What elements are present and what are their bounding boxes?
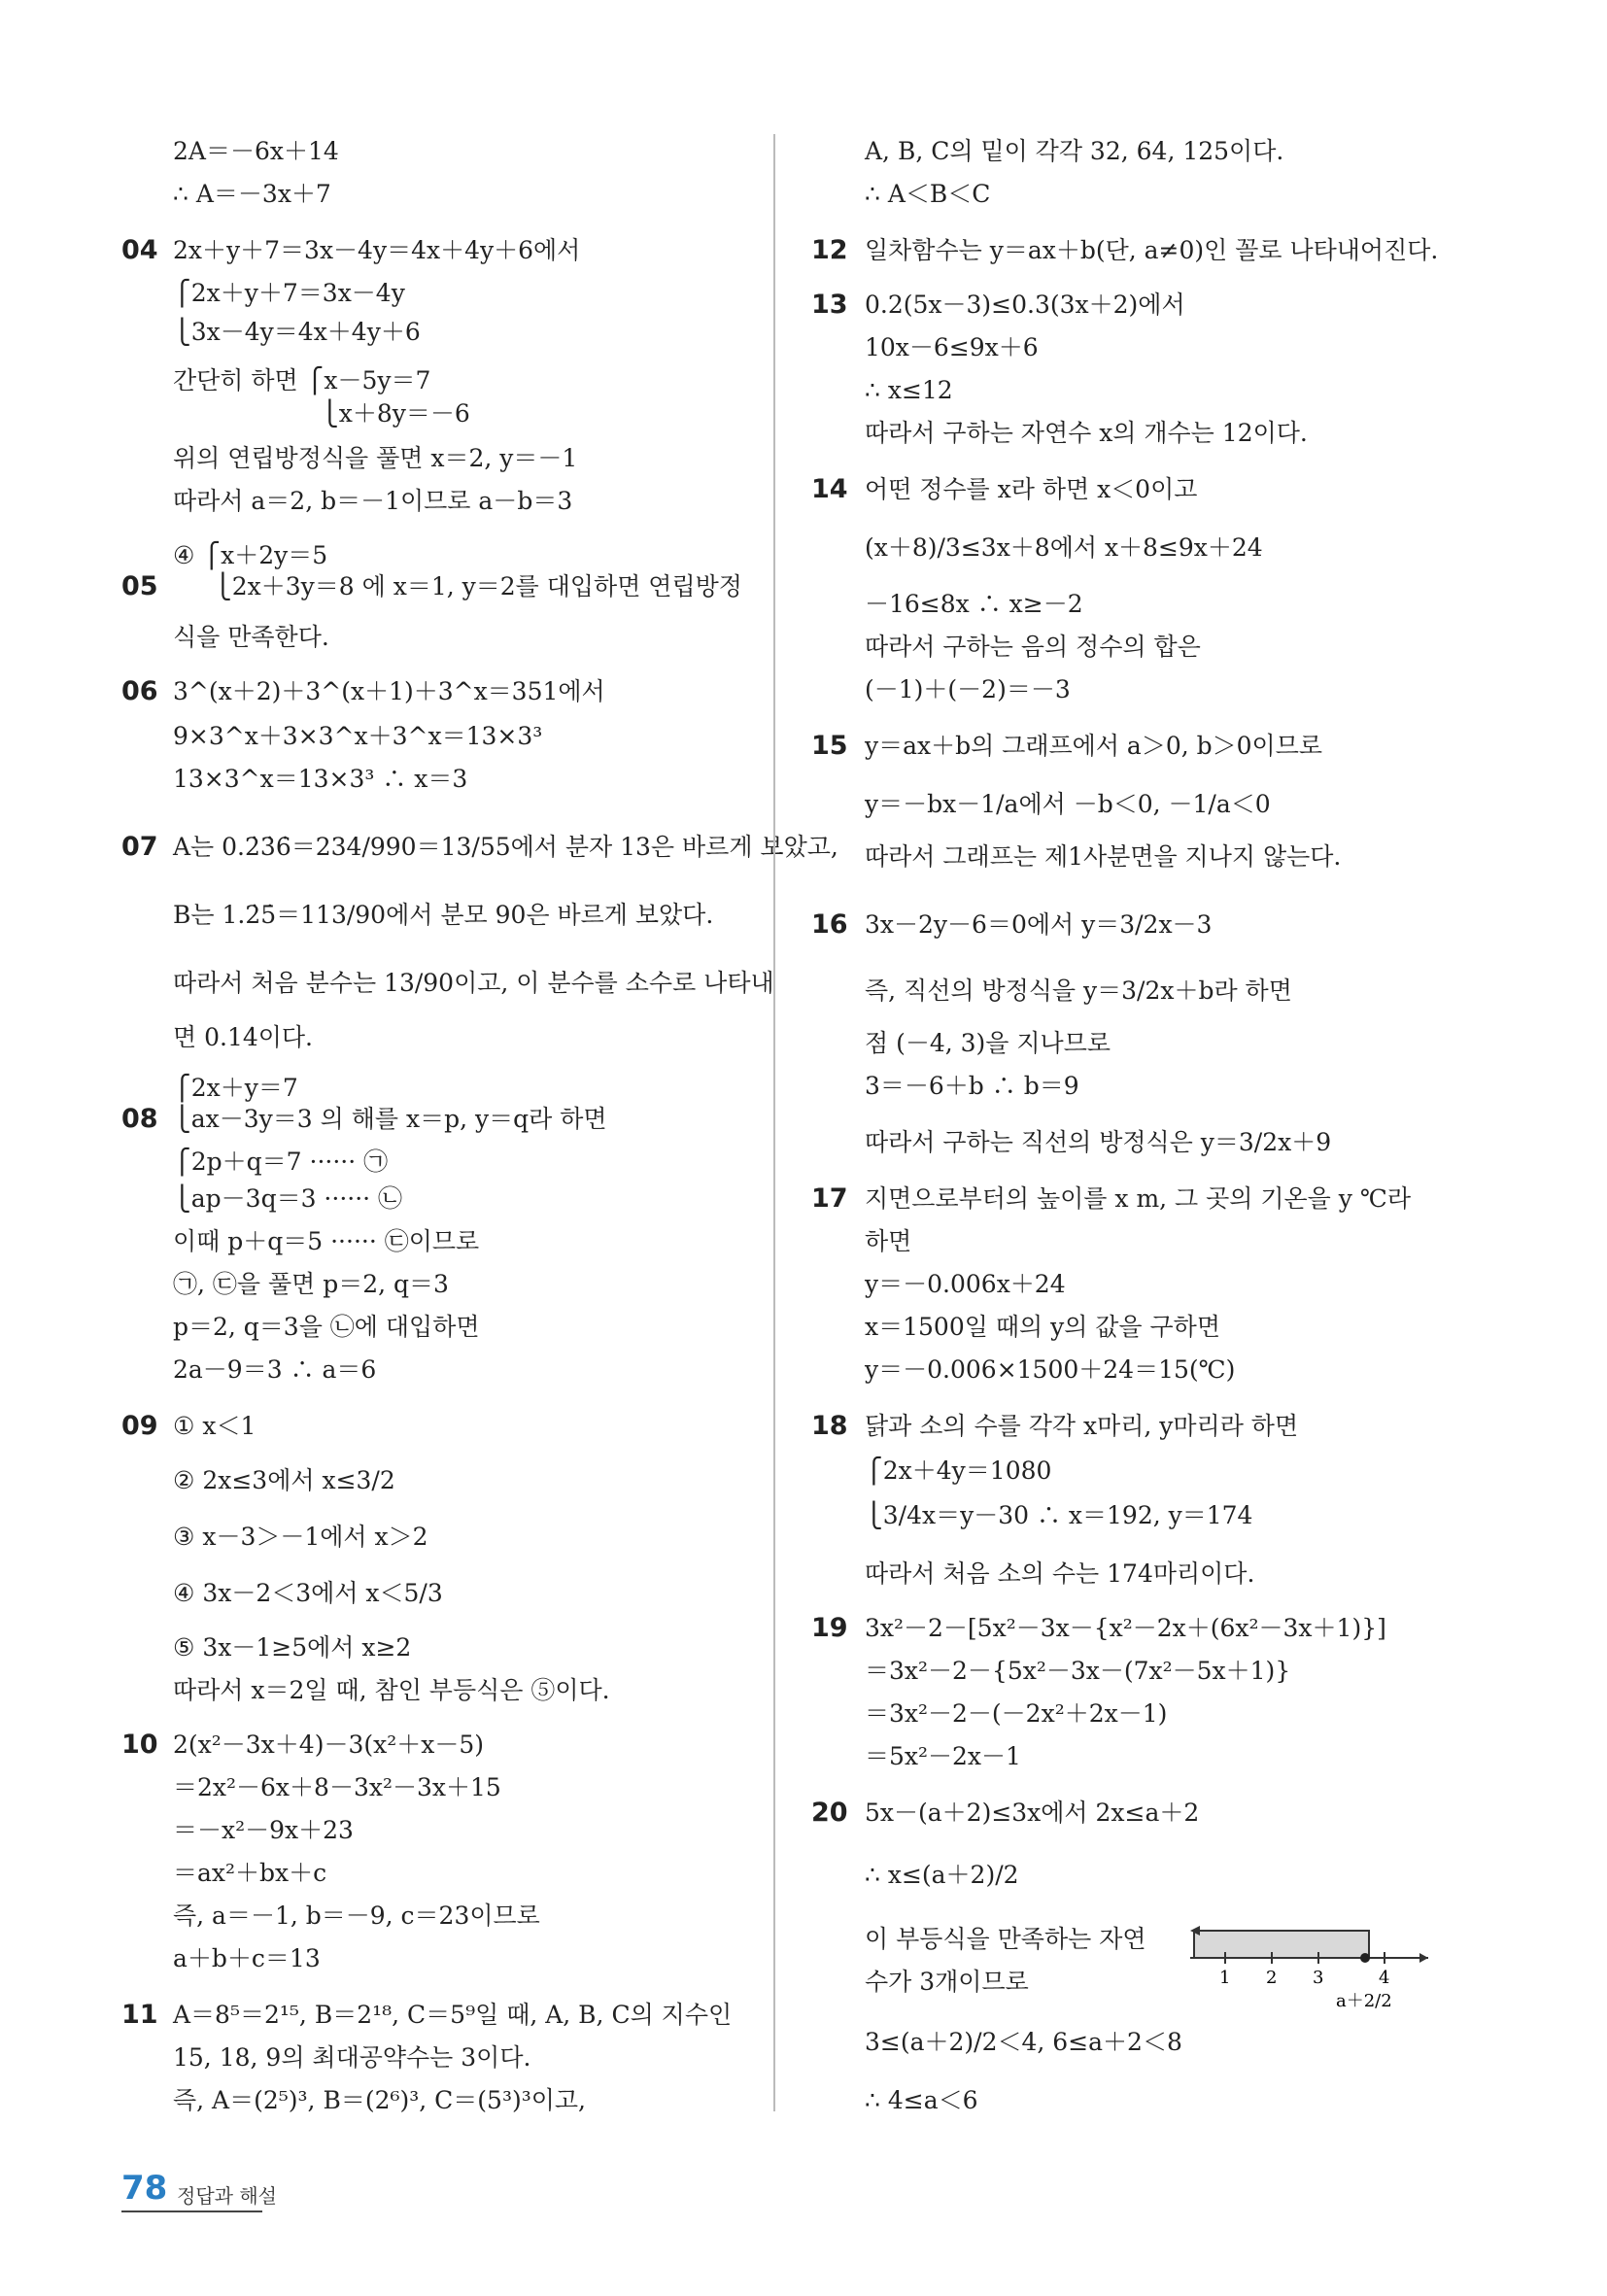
solution-line: 3x²－2－[5x²－3x－{x²－2x＋(6x²－3x＋1)}] (865, 1614, 1386, 1642)
problem-number: 16 (811, 909, 848, 940)
solution-line: 2a－9＝3 ∴ a＝6 (173, 1355, 377, 1384)
problem-number: 09 (121, 1411, 158, 1441)
solution-line: 간단히 하면 ⎧x－5y＝7 (173, 366, 431, 394)
solution-line: 2(x²－3x＋4)－3(x²＋x－5) (173, 1731, 484, 1759)
problem-number: 19 (811, 1613, 848, 1643)
solution-line: 따라서 구하는 직선의 방정식은 y＝3/2x＋9 (865, 1128, 1332, 1156)
solution-line: ① x＜1 (173, 1412, 256, 1440)
solution-line: 따라서 구하는 자연수 x의 개수는 12이다. (865, 419, 1308, 447)
solution-line: (－1)＋(－2)＝－3 (865, 675, 1071, 703)
solution-line: p＝2, q＝3을 ㉡에 대입하면 (173, 1313, 480, 1341)
solution-line: y＝－bx－1/a에서 －b＜0, －1/a＜0 (865, 790, 1271, 818)
solution-line: A＝8⁵＝2¹⁵, B＝2¹⁸, C＝5⁹일 때, A, B, C의 지수인 (173, 2001, 733, 2029)
solution-line: 위의 연립방정식을 풀면 x＝2, y＝－1 (173, 444, 578, 472)
solution-line: ＝3x²－2－(－2x²＋2x－1) (865, 1699, 1168, 1728)
solution-line: ㉠, ㉢을 풀면 p＝2, q＝3 (173, 1270, 449, 1298)
solution-line: 하면 (865, 1227, 912, 1255)
solution-line: 식을 만족한다. (173, 623, 329, 651)
solution-line: y＝－0.006×1500＋24＝15(℃) (865, 1355, 1236, 1384)
solution-line: ∴ x≤(a＋2)/2 (865, 1861, 1019, 1889)
problem-number: 11 (121, 2000, 158, 2030)
solution-line: ＝3x²－2－{5x²－3x－(7x²－5x＋1)} (865, 1657, 1291, 1685)
shaded-region (1194, 1931, 1369, 1958)
problem-number: 07 (121, 832, 158, 862)
problem-number: 10 (121, 1730, 158, 1760)
solution-line: ⎧2x＋4y＝1080 (865, 1456, 1052, 1485)
problem-number: 17 (811, 1183, 848, 1214)
solution-line: ⎩ap－3q＝3 ······ ㉡ (173, 1184, 403, 1213)
solution-line: 일차함수는 y＝ax＋b(단, a≠0)인 꼴로 나타내어진다. (865, 236, 1439, 264)
solution-line: 지면으로부터의 높이를 x m, 그 곳의 기온을 y ℃라 (865, 1184, 1411, 1213)
number-line-diagram (1190, 1919, 1433, 2011)
solution-line: ⎩2x＋3y＝8 에 x＝1, y＝2를 대입하면 연립방정 (214, 572, 742, 600)
solution-line: A는 0.2̇3̇6̇＝234/990＝13/55에서 분자 13은 바르게 보았고, (173, 833, 838, 861)
solution-line: 5x－(a＋2)≤3x에서 2x≤a＋2 (865, 1799, 1200, 1827)
solution-line: y＝－0.006x＋24 (865, 1270, 1066, 1298)
solution-line: 따라서 처음 소의 수는 174마리이다. (865, 1559, 1255, 1588)
tick-label-1: 1 (1219, 1968, 1231, 1988)
solution-line: ＝5x²－2x－1 (865, 1742, 1021, 1770)
solution-line: ② 2x≤3에서 x≤3/2 (173, 1466, 395, 1494)
endpoint-label: a＋2/2 (1336, 1991, 1392, 2011)
solution-line: a＋b＋c＝13 (173, 1944, 321, 1972)
solution-line: 즉, 직선의 방정식을 y＝3/2x＋b라 하면 (865, 977, 1292, 1005)
solution-line: y＝ax＋b의 그래프에서 a＞0, b＞0이므로 (865, 732, 1322, 760)
solution-line: ⎧2x＋y＋7＝3x－4y (173, 279, 405, 307)
solution-line: －16≤8x ∴ x≥－2 (865, 590, 1083, 618)
problem-number: 06 (121, 676, 158, 706)
solution-line: ⑤ 3x－1≥5에서 x≥2 (173, 1633, 412, 1662)
problem-number: 12 (811, 235, 848, 265)
solution-line: ④ 3x－2＜3에서 x＜5/3 (173, 1579, 443, 1607)
solution-line: ④ ⎧x＋2y＝5 (173, 541, 328, 569)
solution-line: 즉, A＝(2⁵)³, B＝(2⁶)³, C＝(5³)³이고, (173, 2086, 587, 2114)
solution-line: 따라서 x＝2일 때, 참인 부등식은 ⑤이다. (173, 1676, 610, 1704)
solution-line: ⎩3/4x＝y－30 ∴ x＝192, y＝174 (865, 1501, 1253, 1529)
solution-line: ⎩3x－4y＝4x＋4y＋6 (173, 318, 421, 346)
solution-line: 닭과 소의 수를 각각 x마리, y마리라 하면 (865, 1412, 1299, 1440)
solution-line: ＝ax²＋bx＋c (173, 1859, 327, 1887)
solution-line: ∴ 4≤a＜6 (865, 2086, 978, 2114)
solution-line: ⎩ax－3y＝3 의 해를 x＝p, y＝q라 하면 (173, 1105, 607, 1133)
solution-line: A, B, C의 밑이 각각 32, 64, 125이다. (865, 137, 1284, 165)
solution-line: ③ x－3＞－1에서 x＞2 (173, 1523, 428, 1551)
solution-line: ＝－x²－9x＋23 (173, 1816, 354, 1844)
solution-line: 13×3^x＝13×3³ ∴ x＝3 (173, 765, 468, 793)
problem-number: 04 (121, 235, 158, 265)
tick-label-3: 3 (1313, 1968, 1324, 1988)
problem-number: 20 (811, 1798, 848, 1828)
solution-line: ＝2x²－6x＋8－3x²－3x＋15 (173, 1773, 501, 1801)
solution-line: 2A＝－6x＋14 (173, 137, 339, 165)
solution-line: 10x－6≤9x＋6 (865, 333, 1039, 361)
solution-line: 점 (－4, 3)을 지나므로 (865, 1029, 1111, 1057)
solution-line: (x＋8)/3≤3x＋8에서 x＋8≤9x＋24 (865, 533, 1263, 562)
solution-line: 3x－2y－6＝0에서 y＝3/2x－3 (865, 910, 1213, 939)
solution-line: B는 1.2̇5̇＝113/90에서 분모 90은 바르게 보았다. (173, 901, 714, 929)
solution-line: ∴ x≤12 (865, 376, 953, 404)
problem-number: 18 (811, 1411, 848, 1441)
solution-line: 이때 p＋q＝5 ······ ㉢이므로 (173, 1227, 480, 1255)
solution-line: ⎩x＋8y＝－6 (321, 399, 470, 428)
axis-arrow-right (1419, 1953, 1428, 1963)
solution-line: 0.2(5x－3)≤0.3(3x＋2)에서 (865, 291, 1185, 319)
problem-number: 05 (121, 571, 158, 601)
solution-line: 어떤 정수를 x라 하면 x＜0이고 (865, 475, 1198, 503)
solution-line: 이 부등식을 만족하는 자연 (865, 1925, 1146, 1953)
problem-number: 08 (121, 1104, 158, 1134)
solution-line: ⎧2p＋q＝7 ······ ㉠ (173, 1148, 389, 1176)
endpoint-dot (1360, 1953, 1370, 1963)
solution-line: ∴ A＜B＜C (865, 180, 991, 208)
solution-line: 따라서 a＝2, b＝－1이므로 a－b＝3 (173, 487, 573, 515)
column-divider (773, 134, 775, 2111)
solution-line: 3≤(a＋2)/2＜4, 6≤a＋2＜8 (865, 2028, 1182, 2056)
solution-line: ⎧2x＋y＝7 (173, 1074, 298, 1102)
problem-number: 14 (811, 474, 848, 504)
tick-label-2: 2 (1266, 1968, 1278, 1988)
solution-line: 수가 3개이므로 (865, 1968, 1029, 1996)
solution-line: 따라서 처음 분수는 13/90이고, 이 분수를 소수로 나타내 (173, 969, 774, 997)
footer-rule (121, 2210, 262, 2212)
solution-line: 즉, a＝－1, b＝－9, c＝23이므로 (173, 1902, 540, 1930)
solution-line: 3＝－6＋b ∴ b＝9 (865, 1072, 1079, 1100)
solution-line: 15, 18, 9의 최대공약수는 3이다. (173, 2043, 531, 2072)
tick-label-4: 4 (1379, 1968, 1390, 1988)
solution-line: 3^(x＋2)＋3^(x＋1)＋3^x＝351에서 (173, 677, 605, 705)
problem-number: 15 (811, 731, 848, 761)
solution-line: ∴ A＝－3x＋7 (173, 180, 331, 208)
section-title: 정답과 해설 (177, 2184, 277, 2208)
solution-line: 면 0.14̇이다. (173, 1023, 314, 1051)
solution-line: 9×3^x＋3×3^x＋3^x＝13×3³ (173, 722, 543, 750)
solution-line: 따라서 그래프는 제1사분면을 지나지 않는다. (865, 842, 1342, 871)
page-number: 78 (121, 2169, 168, 2208)
solution-line: 따라서 구하는 음의 정수의 합은 (865, 633, 1201, 661)
solution-line: 2x＋y＋7＝3x－4y＝4x＋4y＋6에서 (173, 236, 581, 264)
problem-number: 13 (811, 290, 848, 320)
solution-line: x＝1500일 때의 y의 값을 구하면 (865, 1313, 1220, 1341)
